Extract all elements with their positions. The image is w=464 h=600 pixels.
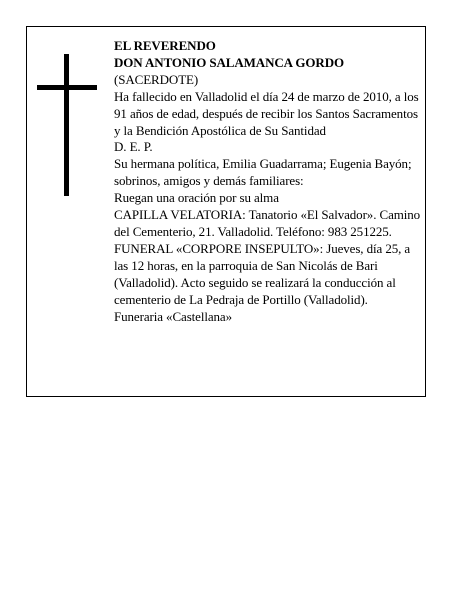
deceased-name: DON ANTONIO SALAMANCA GORDO bbox=[114, 54, 344, 70]
latin-cross-icon bbox=[37, 54, 97, 196]
obituary-text bbox=[114, 38, 424, 325]
deceased-role: (SACERDOTE) bbox=[114, 71, 199, 87]
family-text: Su hermana política, Emilia Guadarrama; Eugenia Bayón; sobrinos, amigos y demás familiares: bbox=[114, 156, 412, 189]
funeral-info: FUNERAL «CORPORE INSEPULTO»: Jueves, día 25, a las 12 horas, en la parroquia de San Nicolás de Bari (Valladolid). Acto seguido se realizará la conducción al cementerio de La Pedraja de Portillo (Valladolid). bbox=[114, 240, 411, 307]
death-notice: Ha fallecido en Valladolid el día 24 de marzo de 2010, a los 91 años de edad, después de recibir los Santos Sacramentos y la Bendición Apostólica de Su Santidad bbox=[114, 88, 419, 138]
chapel-info: CAPILLA VELATORIA: Tanatorio «El Salvador». Camino del Cementerio, 21. Valladolid. Teléfono: 983 251225. bbox=[114, 207, 421, 239]
notice-title: EL REVERENDO bbox=[114, 38, 216, 53]
funeral-home: Funeraria «Castellana» bbox=[114, 308, 233, 324]
prayer-text: Ruegan una oración por su alma bbox=[114, 190, 279, 206]
rip-text: D. E. P. bbox=[114, 139, 153, 155]
